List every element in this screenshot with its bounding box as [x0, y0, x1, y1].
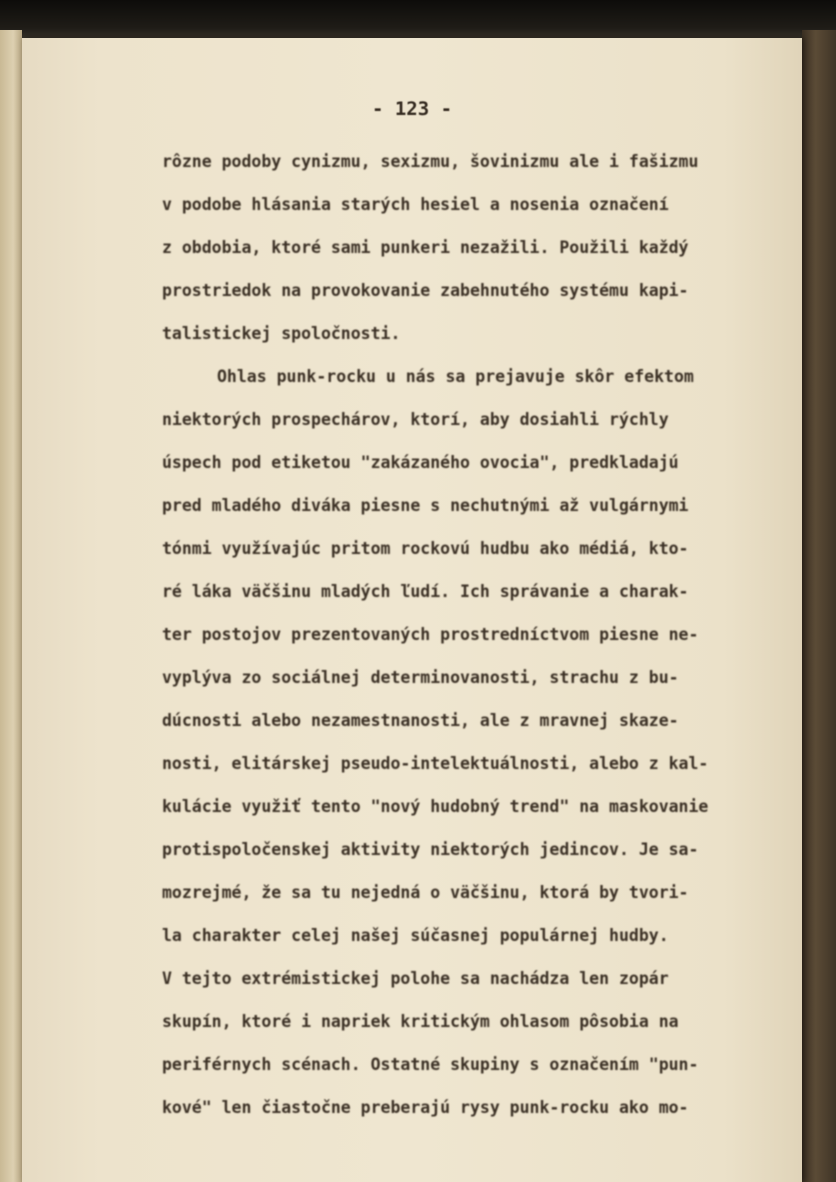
text-line: kulácie využiť tento "nový hudobný trend" na maskovanie [162, 797, 709, 816]
text-line: pred mladého diváka piesne s nechutnými až vulgárnymi [162, 496, 689, 515]
text-line: skupín, ktoré i napriek kritickým ohlasom pôsobia na [162, 1012, 679, 1031]
scanner-top-edge [0, 0, 836, 40]
page-left-edge [0, 30, 22, 1182]
text-line: dúcnosti alebo nezamestnanosti, ale z mravnej skaze- [162, 711, 679, 730]
text-line: prostriedok na provokovanie zabehnutého systému kapi- [162, 281, 689, 300]
text-line: mozrejmé, že sa tu nejedná o väčšinu, ktorá by tvori- [162, 883, 689, 902]
typewritten-page [22, 38, 802, 1182]
text-line: v podobe hlásania starých hesiel a nosenia označení [162, 195, 669, 214]
binding-right-edge [802, 30, 836, 1182]
text-line: periférnych scénach. Ostatné skupiny s označením "pun- [162, 1055, 699, 1074]
text-line: V tejto extrémistickej polohe sa nachádza len zopár [162, 969, 669, 988]
text-line: z obdobia, ktoré sami punkeri nezažili. Použili každý [162, 238, 689, 257]
text-line: tónmi využívajúc pritom rockovú hudbu ako médiá, kto- [162, 539, 689, 558]
text-line: vyplýva zo sociálnej determinovanosti, strachu z bu- [162, 668, 679, 687]
text-line: niektorých prospechárov, ktorí, aby dosiahli rýchly [162, 410, 669, 429]
text-line: ter postojov prezentovaných prostredníctvom piesne ne- [162, 625, 699, 644]
text-line: nosti, elitárskej pseudo-intelektuálnosti, alebo z kal- [162, 754, 709, 773]
text-line: kové" len čiastočne preberajú rysy punk-rocku ako mo- [162, 1098, 689, 1117]
text-line: protispoločenskej aktivity niektorých jedincov. Je sa- [162, 840, 699, 859]
text-line: ré láka väčšinu mladých ľudí. Ich správanie a charak- [162, 582, 689, 601]
text-line: la charakter celej našej súčasnej populárnej hudby. [162, 926, 669, 945]
text-line: úspech pod etiketou "zakázaného ovocia", predkladajú [162, 453, 679, 472]
text-line: talistickej spoločnosti. [162, 324, 401, 343]
page-number: - 123 - [371, 98, 453, 120]
text-line: rôzne podoby cynizmu, sexizmu, šovinizmu ale i fašizmu [162, 152, 699, 171]
body-text [162, 140, 762, 1129]
text-line: Ohlas punk-rocku u nás sa prejavuje skôr efektom [217, 367, 694, 386]
